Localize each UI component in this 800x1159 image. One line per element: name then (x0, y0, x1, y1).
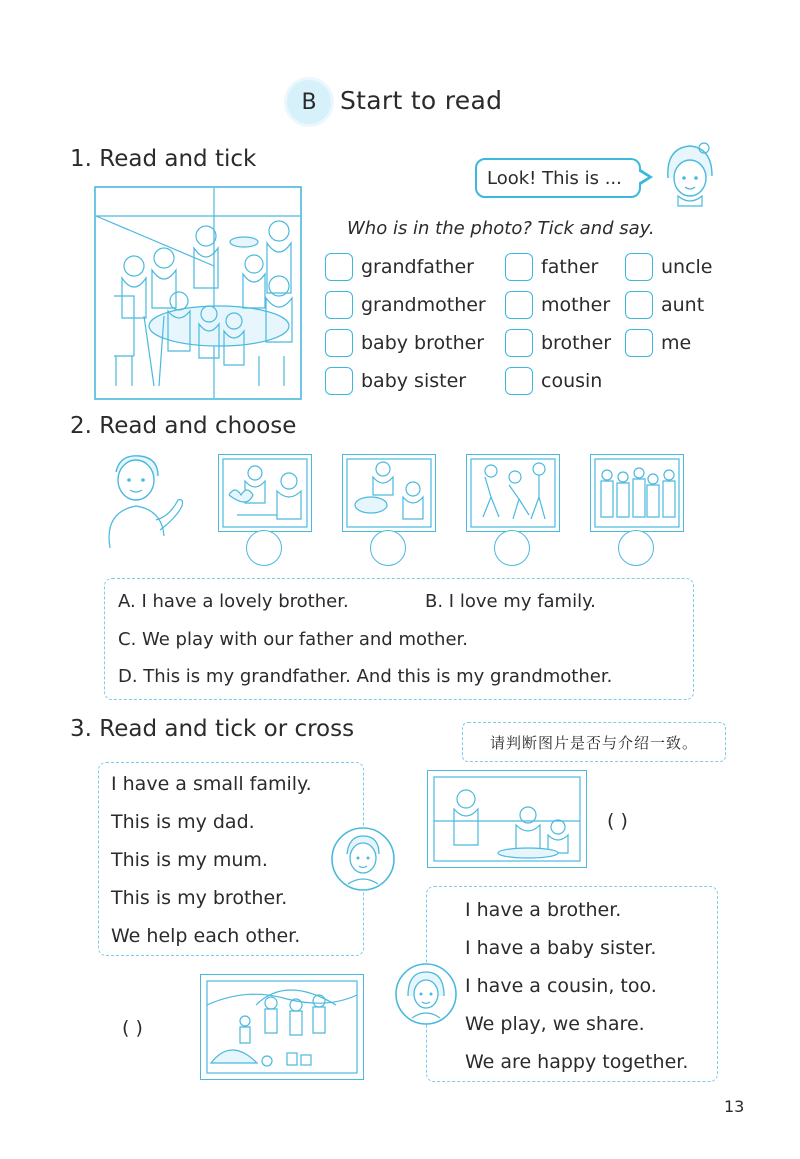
answer-circle-4[interactable] (618, 530, 654, 566)
answer-paren-1[interactable]: ( ) (607, 810, 628, 832)
section1-title: 1. Read and tick (70, 146, 257, 172)
passage2-line: I have a brother. (465, 899, 622, 921)
tick-label: grandfather (361, 256, 474, 278)
tick-label: brother (541, 332, 612, 354)
brothers-picture (343, 455, 435, 531)
option-d: D. This is my grandfather. And this is my grandmother. (118, 666, 613, 687)
passage2-line: I have a baby sister. (465, 937, 657, 959)
option-a: A. I have a lovely brother. (118, 591, 349, 612)
tick-column-2 (505, 250, 611, 398)
checkbox[interactable] (505, 253, 533, 281)
girl-avatar-small (394, 962, 458, 1026)
family-picnic-picture (427, 770, 587, 868)
checkbox[interactable] (325, 253, 353, 281)
tick-label: baby sister (361, 370, 467, 392)
tick-label: father (541, 256, 599, 278)
speech-bubble: Look! This is ... (475, 158, 641, 198)
section1-instruction: Who is in the photo? Tick and say. (347, 218, 655, 239)
passage2-line: We are happy together. (465, 1051, 689, 1073)
tick-option-baby-brother[interactable] (325, 326, 486, 360)
kids-playing-picture (200, 974, 364, 1080)
tick-option-mother[interactable] (505, 288, 611, 322)
answer-paren-2[interactable]: ( ) (122, 1017, 143, 1039)
tick-option-cousin[interactable] (505, 364, 611, 398)
checkbox[interactable] (625, 329, 653, 357)
tick-column-3 (625, 250, 713, 360)
passage2-line: We play, we share. (465, 1013, 645, 1035)
passage1-box (98, 762, 364, 956)
checkbox[interactable] (325, 291, 353, 319)
tick-option-brother[interactable] (505, 326, 611, 360)
page-number: 13 (724, 1097, 745, 1116)
choice-picture-3 (466, 454, 560, 532)
tick-option-father[interactable] (505, 250, 611, 284)
tick-label: uncle (661, 256, 713, 278)
passage2-line: I have a cousin, too. (465, 975, 657, 997)
section-badge: B (287, 80, 331, 124)
checkbox[interactable] (625, 253, 653, 281)
playing-picture (467, 455, 559, 531)
tick-option-me[interactable] (625, 326, 713, 360)
checkbox[interactable] (505, 329, 533, 357)
choice-picture-4 (590, 454, 684, 532)
tick-option-grandmother[interactable] (325, 288, 486, 322)
passage1-line: I have a small family. (111, 773, 312, 795)
answer-circle-2[interactable] (370, 530, 406, 566)
option-b: B. I love my family. (425, 591, 596, 612)
girl-avatar (652, 138, 722, 208)
tick-label: mother (541, 294, 611, 316)
checkbox[interactable] (625, 291, 653, 319)
tick-label: grandmother (361, 294, 486, 316)
checkbox[interactable] (505, 291, 533, 319)
section3-title: 3. Read and tick or cross (70, 716, 355, 742)
choice-picture-2 (342, 454, 436, 532)
tick-label: aunt (661, 294, 705, 316)
section2-title: 2. Read and choose (70, 413, 297, 439)
passage1-line: We help each other. (111, 925, 301, 947)
boy-avatar (330, 826, 396, 892)
checkbox[interactable] (325, 329, 353, 357)
answer-circle-3[interactable] (494, 530, 530, 566)
family-dinner-illustration (94, 186, 302, 400)
passage1-line: This is my dad. (111, 811, 255, 833)
passage1-line: This is my brother. (111, 887, 288, 909)
choice-picture-1 (218, 454, 312, 532)
tick-option-grandfather[interactable] (325, 250, 486, 284)
passage2-box (426, 886, 718, 1082)
tick-option-uncle[interactable] (625, 250, 713, 284)
page-title: Start to read (340, 86, 503, 115)
tick-label: cousin (541, 370, 603, 392)
tick-option-baby-sister[interactable] (325, 364, 486, 398)
tick-label: baby brother (361, 332, 485, 354)
option-c: C. We play with our father and mother. (118, 629, 469, 650)
checkbox[interactable] (325, 367, 353, 395)
chinese-instruction: 请判断图片是否与介绍一致。 (462, 722, 726, 762)
grandparents-picture (219, 455, 311, 531)
boy-presenting-illustration (98, 450, 190, 550)
checkbox[interactable] (505, 367, 533, 395)
tick-option-aunt[interactable] (625, 288, 713, 322)
passage1-line: This is my mum. (111, 849, 268, 871)
answer-circle-1[interactable] (246, 530, 282, 566)
tick-column-1 (325, 250, 486, 398)
tick-label: me (661, 332, 692, 354)
big-family-picture (591, 455, 683, 531)
